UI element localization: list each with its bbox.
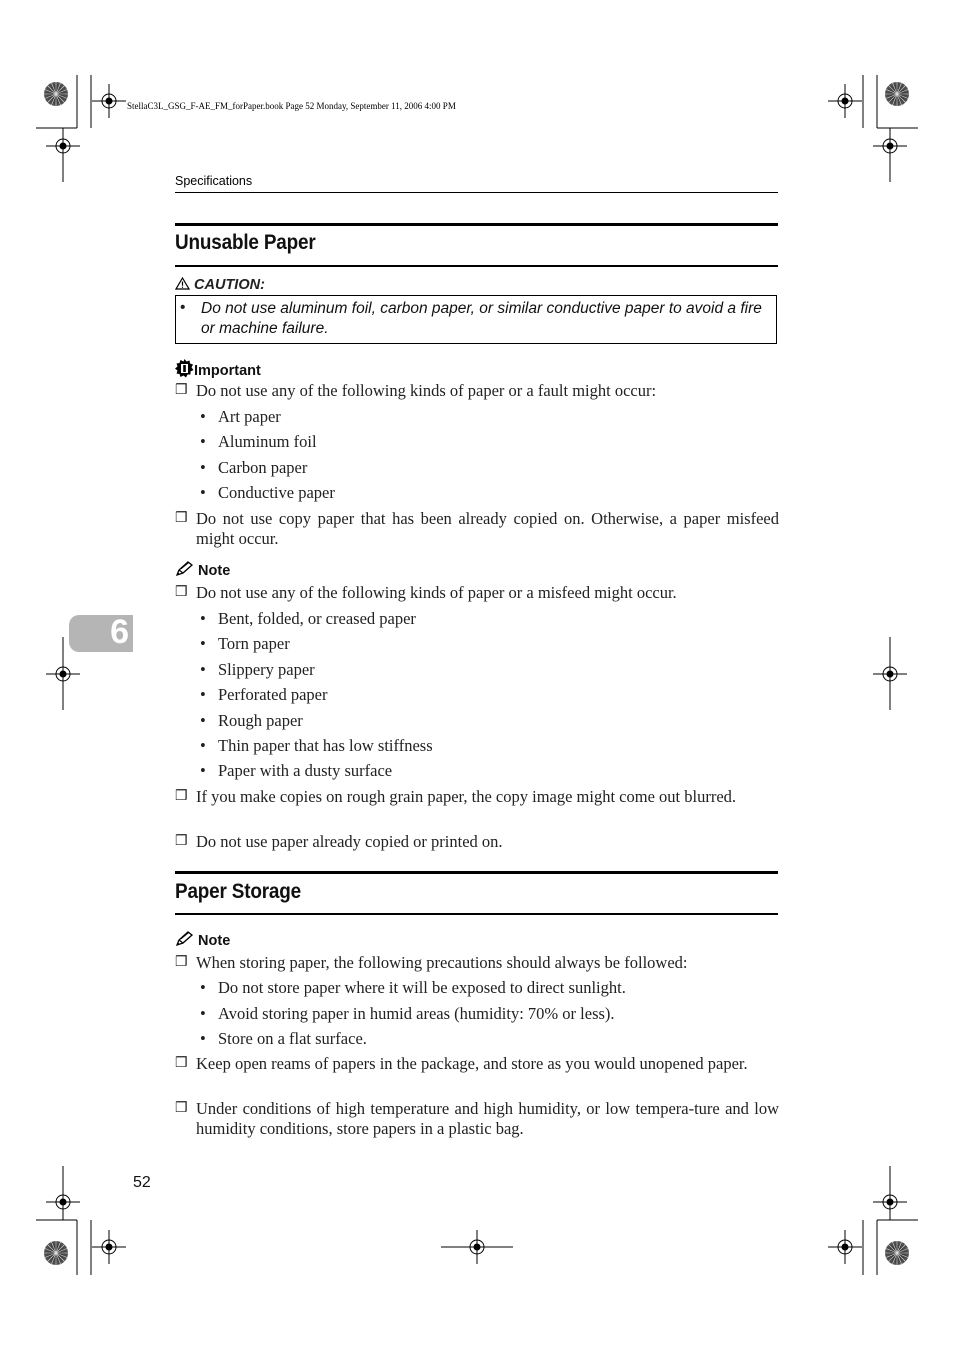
note-heading <box>175 561 230 579</box>
list-item: ❒ Do not use paper already copied or printed on. <box>175 832 503 851</box>
section-title-unusable-paper: Unusable Paper <box>175 230 316 254</box>
list-item: ❒ If you make copies on rough grain paper, the copy image might come out blurred. <box>175 787 737 806</box>
list-item: ❒ Do not use any of the following kinds of paper or a fault might occur: <box>175 381 657 400</box>
important-label: Important <box>194 363 261 379</box>
note-label: Note <box>198 933 231 949</box>
important-icon <box>175 359 194 378</box>
caution-bullet: • <box>180 299 186 316</box>
bullet-dot: • <box>200 761 206 780</box>
section-bottom-rule <box>175 913 778 915</box>
bullet-dot: • <box>200 432 206 451</box>
bullet-dot: • <box>200 609 206 628</box>
list-item: ❒ Do not use copy paper that has been already copied on. Otherwise, a paper misfeed might occur. <box>175 509 779 548</box>
chapter-number: 6 <box>110 613 129 651</box>
bullet-dot: • <box>200 978 206 997</box>
checkbox-icon: ❒ <box>175 511 188 526</box>
caution-label: CAUTION: <box>194 277 265 293</box>
bullet-dot: • <box>200 407 206 426</box>
checkbox-icon: ❒ <box>175 955 188 970</box>
caution-box <box>175 295 777 344</box>
warning-icon <box>175 277 190 290</box>
checkbox-icon: ❒ <box>175 585 188 600</box>
bullet-dot: • <box>200 458 206 477</box>
section-title-paper-storage: Paper Storage <box>175 879 302 903</box>
bullet-dot: • <box>200 736 206 755</box>
file-header: StellaC3L_GSG_F-AE_FM_forPaper.book Page 52 Monday, September 11, 2006 4:00 PM <box>127 101 456 111</box>
bullet-dot: • <box>200 711 206 730</box>
note-heading <box>175 931 230 949</box>
running-head-rule <box>175 192 778 193</box>
list-item: ❒ Keep open reams of papers in the package, and store as you would unopened paper. <box>175 1054 748 1073</box>
bullet-dot: • <box>200 483 206 502</box>
pencil-icon <box>175 561 194 577</box>
checkbox-icon: ❒ <box>175 1101 188 1116</box>
checkbox-icon: ❒ <box>175 383 188 398</box>
running-head: Specifications <box>175 174 253 188</box>
checkbox-icon: ❒ <box>175 834 188 849</box>
caution-heading <box>175 277 265 293</box>
caution-text: Do not use aluminum foil, carbon paper, or similar conductive paper to avoid a fire or machine failure. <box>201 300 762 337</box>
pencil-icon <box>175 931 194 947</box>
bullet-dot: • <box>200 1004 206 1023</box>
chapter-tab <box>69 615 133 652</box>
bullet-dot: • <box>200 1029 206 1048</box>
checkbox-icon: ❒ <box>175 789 188 804</box>
list-item: ❒ Do not use any of the following kinds of paper or a misfeed might occur. <box>175 583 677 602</box>
bullet-dot: • <box>200 660 206 679</box>
bullet-dot: • <box>200 634 206 653</box>
section-top-rule <box>175 223 778 226</box>
list-item: ❒ Under conditions of high temperature and high humidity, or low tempera-ture and low humidity conditions, store papers in a plastic bag. <box>175 1099 779 1138</box>
important-heading <box>175 359 261 379</box>
page-number: 52 <box>133 1174 151 1191</box>
bullet-dot: • <box>200 685 206 704</box>
checkbox-icon: ❒ <box>175 1056 188 1071</box>
section-bottom-rule <box>175 265 778 267</box>
note-label: Note <box>198 563 231 579</box>
list-item: ❒ When storing paper, the following precautions should always be followed: <box>175 953 688 972</box>
section-top-rule <box>175 871 778 874</box>
